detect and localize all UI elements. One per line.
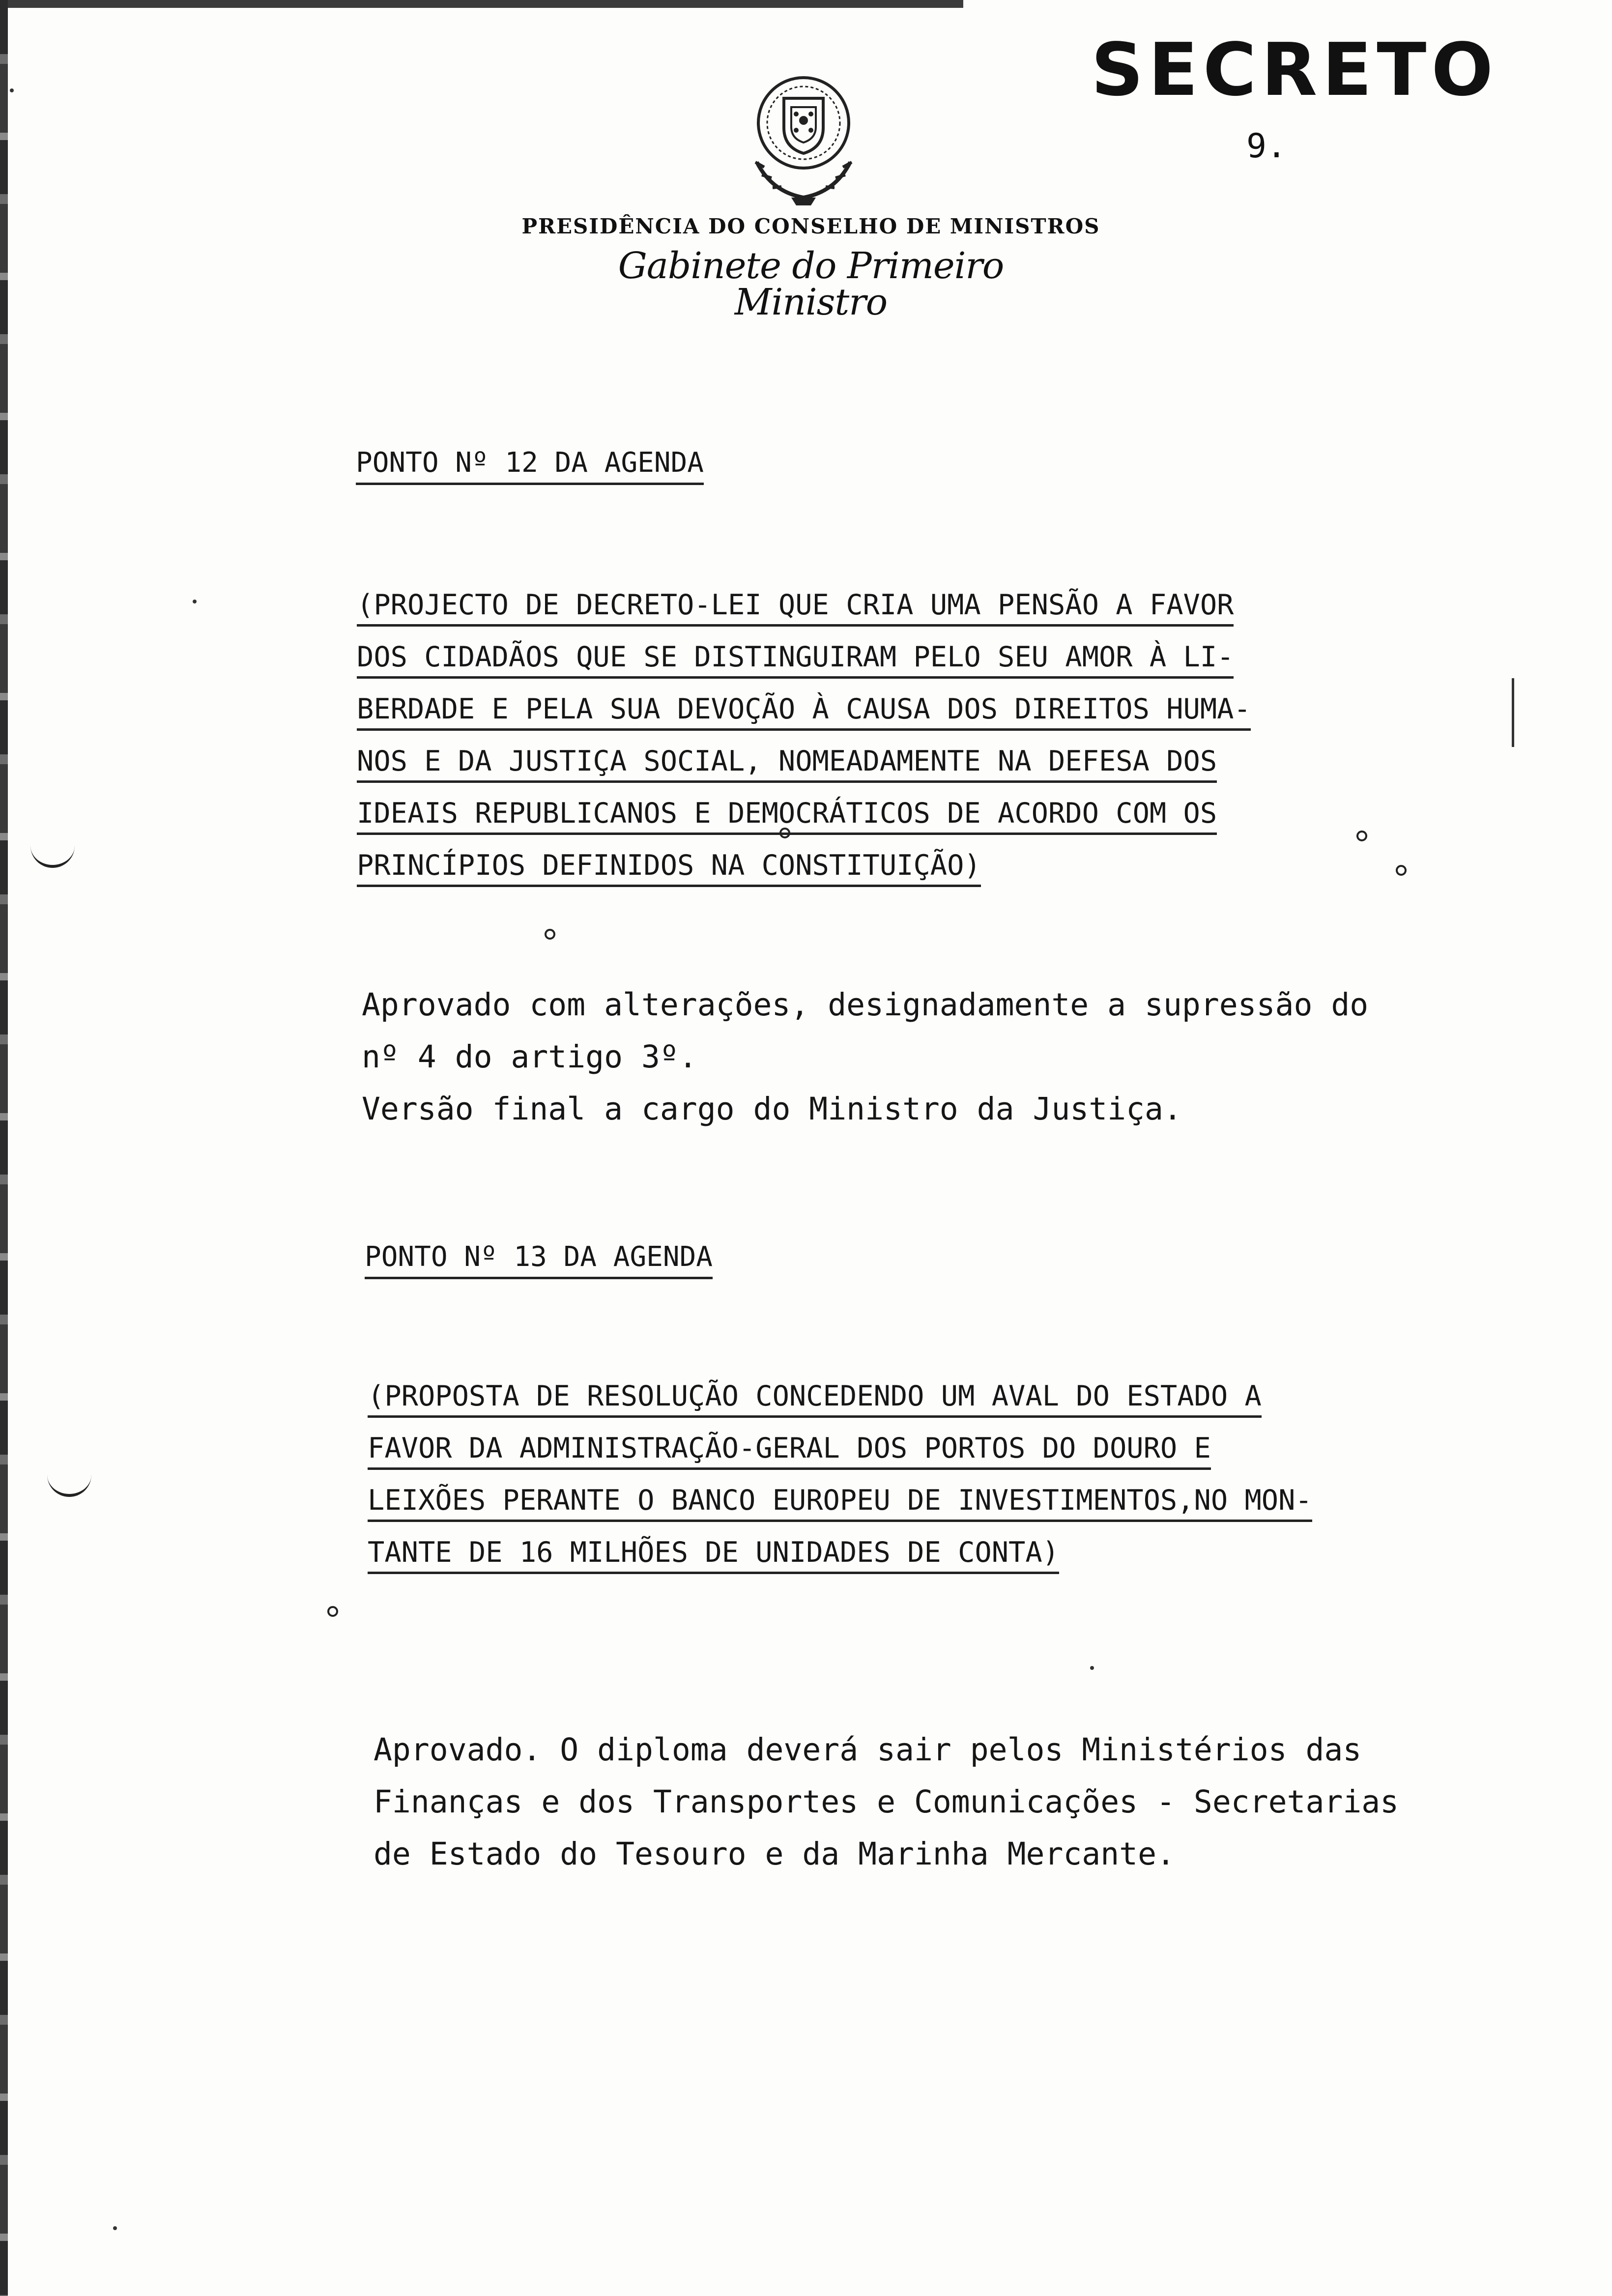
page-number: 9. [1246,127,1287,166]
classification-stamp: SECRETO [1091,28,1498,112]
agenda-heading-13 [365,1243,713,1271]
title-line: FAVOR DA ADMINISTRAÇÃO-GERAL DOS PORTOS DO DOURO E [368,1432,1211,1470]
title-line: NOS E DA JUSTIÇA SOCIAL, NOMEADAMENTE NA DEFESA DOS [357,745,1217,783]
title-line: BERDADE E PELA SUA DEVOÇÃO À CAUSA DOS DIREITOS HUMA- [357,693,1251,731]
decision-line: Finanças e dos Transportes e Comunicações - Secretarias [374,1784,1399,1820]
cabinet-script: Gabinete do Primeiro Ministro [618,245,1004,323]
agenda-item-13-decision [374,1724,1399,1880]
scan-dot [327,1606,338,1617]
margin-line [1512,678,1514,747]
scan-dot [545,929,555,940]
agenda-heading-12-text: PONTO Nº 12 DA AGENDA [356,447,704,485]
scan-speck [1090,1666,1094,1670]
agenda-heading-12 [356,449,704,477]
scan-speck [193,600,197,603]
decision-line: Versão final a cargo do Ministro da Justiça. [362,1091,1182,1127]
title-line: (PROJECTO DE DECRETO-LEI QUE CRIA UMA PENSÃO A FAVOR [357,589,1234,627]
decision-line: Aprovado. O diploma deverá sair pelos Ministérios das [374,1732,1362,1768]
title-line: PRINCÍPIOS DEFINIDOS NA CONSTITUIÇÃO) [357,849,981,887]
title-line: (PROPOSTA DE RESOLUÇÃO CONCEDENDO UM AVAL DO ESTADO A [368,1380,1262,1418]
decision-line: nº 4 do artigo 3º. [362,1039,697,1075]
margin-mark [30,845,75,868]
scan-dot [1356,831,1367,841]
decision-line: de Estado do Tesouro e da Marinha Mercante. [374,1836,1175,1872]
decision-line: Aprovado com alterações, designadamente a supressão do [362,987,1369,1023]
agenda-item-12-title [357,579,1251,891]
agenda-item-12-decision [362,979,1368,1135]
scan-binding-edge [0,0,8,2296]
coat-of-arms-icon [737,69,870,206]
scan-speck [10,88,14,92]
title-line: IDEAIS REPUBLICANOS E DEMOCRÁTICOS DE ACORDO COM OS [357,797,1217,835]
institution-name: PRESIDÊNCIA DO CONSELHO DE MINISTROS [521,214,1100,238]
top-edge-rule [0,0,963,8]
scan-dot [779,828,790,838]
title-line: LEIXÕES PERANTE O BANCO EUROPEU DE INVESTIMENTOS,NO MON- [368,1484,1312,1522]
title-line: DOS CIDADÃOS QUE SE DISTINGUIRAM PELO SEU AMOR À LI- [357,641,1234,679]
margin-mark [47,1474,91,1497]
agenda-item-13-title [368,1370,1312,1578]
agenda-heading-13-text: PONTO Nº 13 DA AGENDA [365,1241,713,1279]
scan-speck [113,2226,117,2230]
scan-dot [1396,865,1407,876]
title-line: TANTE DE 16 MILHÕES DE UNIDADES DE CONTA) [368,1536,1059,1574]
